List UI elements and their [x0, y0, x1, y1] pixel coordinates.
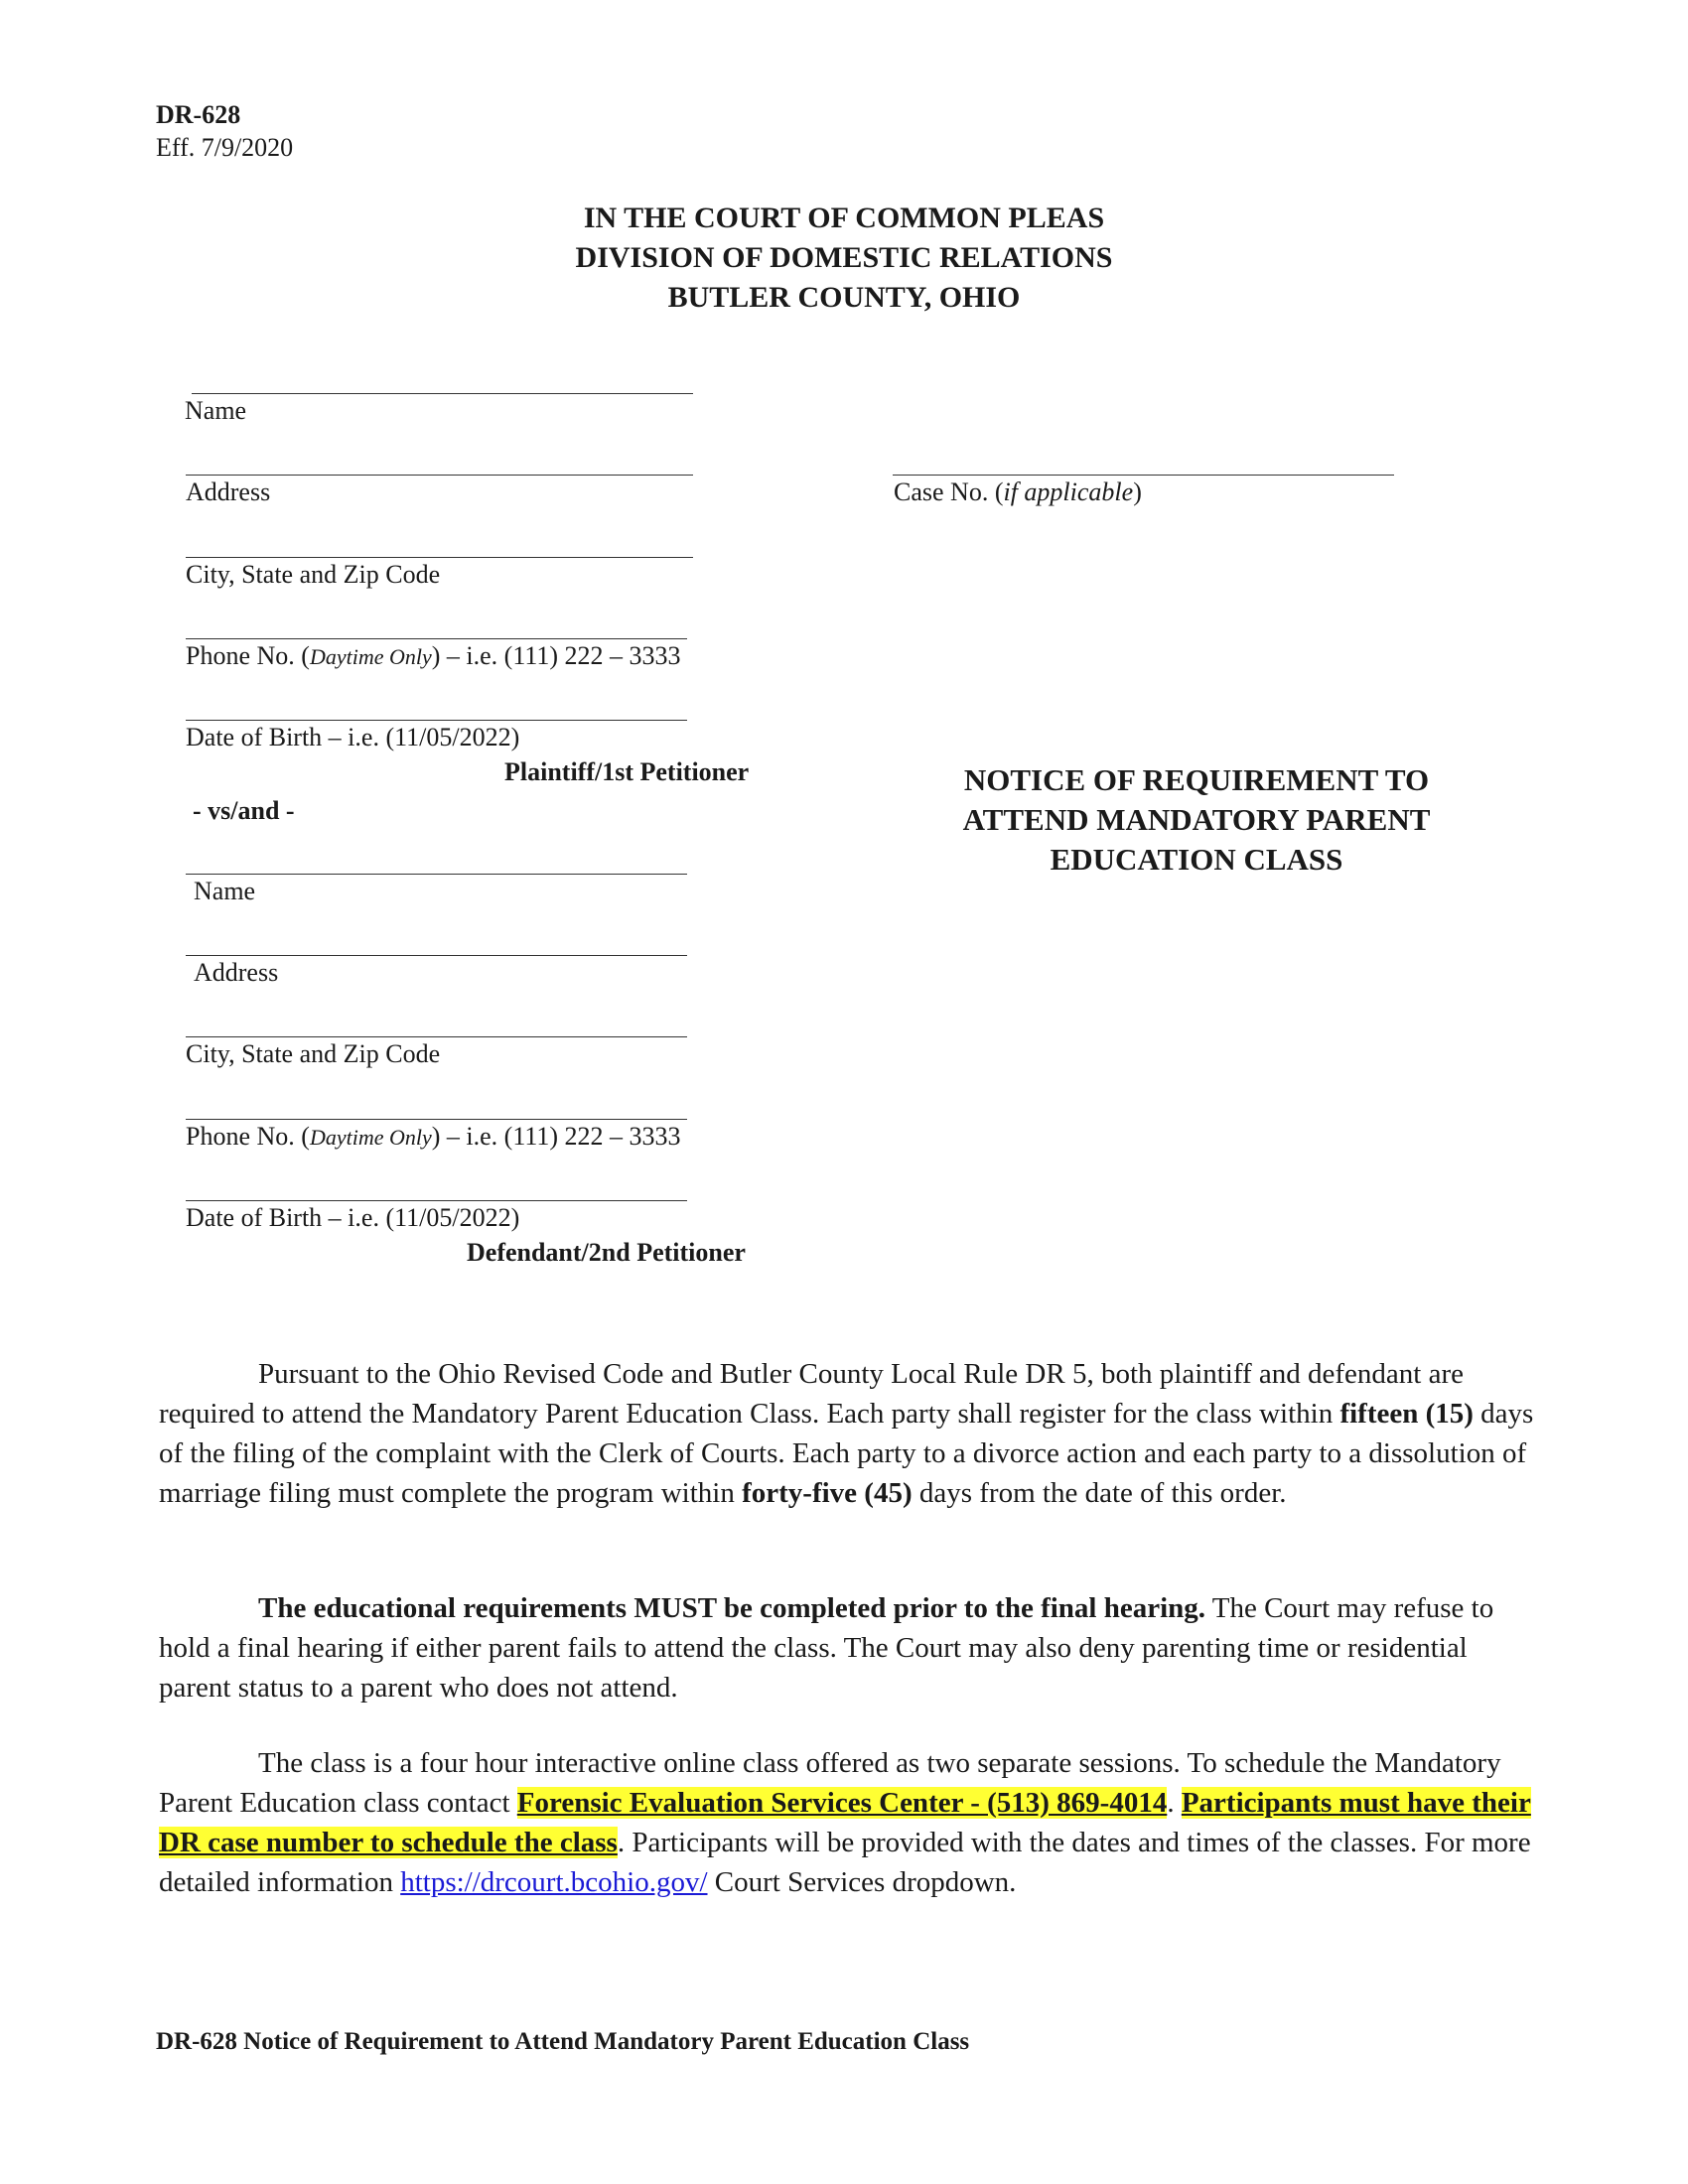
- case-number-line[interactable]: [893, 475, 1394, 476]
- notice-title-line1: NOTICE OF REQUIREMENT TO: [963, 762, 1430, 797]
- contact-highlight: Forensic Evaluation Services Center - (513) 869-4014: [516, 1787, 1168, 1819]
- plaintiff-name-line[interactable]: [192, 393, 693, 394]
- registration-deadline: fifteen (15): [1339, 1398, 1474, 1430]
- plaintiff-address-label: Address: [186, 478, 271, 506]
- defendant-city-line[interactable]: [186, 1036, 687, 1037]
- notice-title: [899, 760, 1494, 880]
- form-code: DR-628: [156, 100, 241, 129]
- paragraph-requirement: Pursuant to the Ohio Revised Code and Butler County Local Rule DR 5, both plaintiff and defendant are required to attend the Mandatory Parent Education Class. Each party shall register for the class within fifteen (15) days of the filing of the complaint with the Clerk of Courts. Each party to a divorce action and each party to a dissolution of marriage filing must complete the program within forty-five (45) days from the date of this order.: [159, 1358, 1534, 1509]
- defendant-name-line[interactable]: [186, 874, 687, 875]
- page-footer: DR-628 Notice of Requirement to Attend Mandatory Parent Education Class: [156, 2028, 970, 2055]
- court-header-line3: BUTLER COUNTY, OHIO: [667, 281, 1021, 314]
- plaintiff-dob-line[interactable]: [186, 720, 687, 721]
- court-header-line2: DIVISION OF DOMESTIC RELATIONS: [575, 241, 1113, 274]
- defendant-dob-label: Date of Birth – i.e. (11/05/2022): [186, 1203, 520, 1232]
- plaintiff-address-line[interactable]: [186, 475, 693, 476]
- court-website-link[interactable]: https://drcourt.bcohio.gov/: [400, 1866, 708, 1898]
- defendant-dob-line[interactable]: [186, 1200, 687, 1201]
- notice-title-line3: EDUCATION CLASS: [1050, 842, 1343, 877]
- defendant-phone-line[interactable]: [186, 1119, 687, 1120]
- defendant-city-label: City, State and Zip Code: [186, 1039, 441, 1068]
- plaintiff-name-label: Name: [185, 396, 247, 425]
- paragraph-scheduling: The class is a four hour interactive online class offered as two separate sessions. To schedule the Mandatory Parent Education class contact Forensic Evaluation Services Center - (513) 869-4014. Participants must have their DR case number to schedule the class. Participants will be provided with the dates and times of the classes. For more detailed information https://drcourt.bcohio.gov/ Court Services dropdown.: [159, 1747, 1531, 1898]
- paragraph-final-hearing: The educational requirements MUST be completed prior to the final hearing. The Court may refuse to hold a final hearing if either parent fails to attend the class. The Court may also deny parenting time or residential parent status to a parent who does not attend.: [159, 1592, 1494, 1704]
- defendant-address-line[interactable]: [186, 955, 687, 956]
- defendant-name-label: Name: [194, 877, 256, 905]
- court-header-line1: IN THE COURT OF COMMON PLEAS: [583, 202, 1105, 234]
- final-hearing-warning: The educational requirements MUST be completed prior to the final hearing.: [258, 1592, 1206, 1624]
- plaintiff-city-line[interactable]: [186, 557, 693, 558]
- defendant-address-label: Address: [194, 958, 279, 987]
- notice-title-line2: ATTEND MANDATORY PARENT: [962, 802, 1431, 837]
- defendant-phone-label: Phone No. (Daytime Only) – i.e. (111) 222 – 3333: [186, 1122, 681, 1151]
- case-number-highlight: Participants must have their DR case number to schedule the class: [159, 1787, 1531, 1858]
- plaintiff-dob-label: Date of Birth – i.e. (11/05/2022): [186, 723, 520, 751]
- plaintiff-phone-line[interactable]: [186, 638, 687, 639]
- defendant-role: Defendant/2nd Petitioner: [467, 1238, 746, 1267]
- plaintiff-role: Plaintiff/1st Petitioner: [504, 757, 750, 786]
- completion-deadline: forty-five (45): [742, 1477, 913, 1509]
- plaintiff-phone-label: Phone No. (Daytime Only) – i.e. (111) 222 – 3333: [186, 641, 681, 670]
- plaintiff-city-label: City, State and Zip Code: [186, 560, 441, 589]
- effective-date: Eff. 7/9/2020: [156, 133, 294, 162]
- versus-label: - vs/and -: [193, 796, 295, 825]
- case-number-label: Case No. (if applicable): [894, 478, 1142, 506]
